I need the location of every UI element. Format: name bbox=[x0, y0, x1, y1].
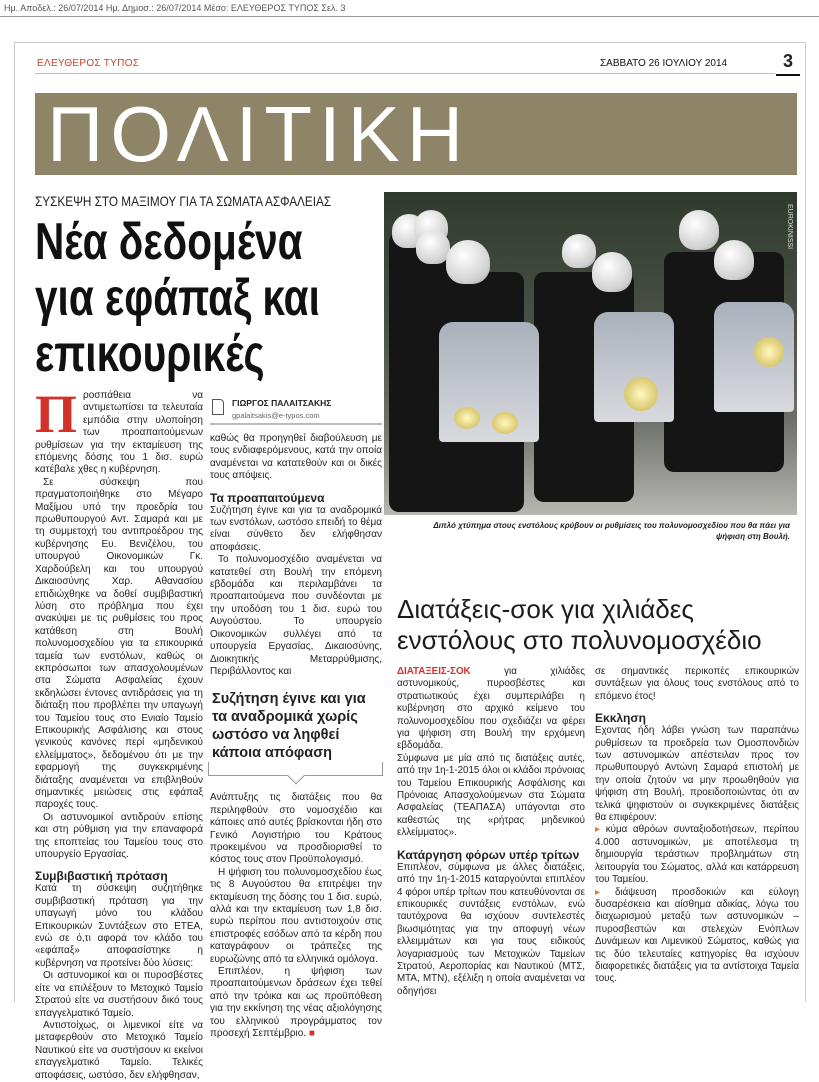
paragraph: Εχοντας ήδη λάβει γνώση των παραπάνω ρυθμίσεων τα προεδρεία των Ομοσπονδιών των αστυνομικών απέστειλαν προς τον πρωθυπουργό Αντώνη Σαμαρά επιστολή με την οποία ζητούν να μην προωθηθούν για ψήφιση στη Βουλή, προειδοποιώντας ότι αν τελικά ψηφιστούν οι συγκεκριμένες διατάξεις θα επιφέρουν: bbox=[595, 725, 799, 824]
paragraph: Σε σύσκεψη που πραγματοποιήθηκε στο Μέγαρο Μαξίμου υπό την προεδρία του πρωθυπουργού Αντ. Σαμαρά και με τη συμμετοχή του αντιπροέδρου της κυβέρνησης Ευ. Βενιζέλου, του υπουργού Οικονομικών Γκ. Χαρδούβελη και του υπουργού Δικαιοσύνης Χαρ. Αθανασίου επιδιώχθηκε να δοθεί συμβιβαστική λύση στο πρόβλημα που έχει ανακύψει με τις ρυθμίσεις του προς κατάθεση στη Βουλή πολυνομοσχεδίου για τα επικουρικά ταμεία των ενστόλων, καθώς οι εκπρόσωποι των απασχολουμένων στα Σώματα Ασφαλείας έχουν εκδηλώσει έντονες αντιδράσεις για τη διάταξη που προβλέπει την υπαγωγή του Ταμείου τους στο Ενιαίο Ταμείο Επικουρικής Ασφάλισης και στους γενικούς κανόνες περί «μηδενικού ελλείμματος», δεδομένου ότι με την εφαρμογή της συγκεκριμένης διάταξης αναμένεται να επιβληθούν σημαντικές μειώσεις στις εφάπαξ παροχές τους. bbox=[35, 476, 203, 811]
side-column-1 bbox=[397, 666, 585, 998]
article-kicker: ΣΥΣΚΕΨΗ ΣΤΟ ΜΑΞΙΜΟΥ ΓΙΑ ΤΑ ΣΩΜΑΤΑ ΑΣΦΑΛΕΙΑΣ bbox=[35, 193, 332, 209]
paragraph: Αντιστοίχως, οι λιμενικοί είτε να μεταφερθούν στο Μετοχικό Ταμείο Ναυτικού είτε να συστήσουν κι εκείνοι επαγγελματικό Ταμείο. Τελικές αποφάσεις, ωστόσο, δεν ελήφθησαν, bbox=[35, 1019, 203, 1081]
headlight bbox=[454, 407, 480, 429]
bullet-item: ▸ κύμα αθρόων συνταξιοδοτήσεων, περίπου 4.000 αστυνομικών, με αποτέλεσμα τη δημιουργία τεράστιων προβλημάτων στη λειτουργία του Σώματος, αλλά και κατάρρευση του Ταμείου. bbox=[595, 824, 799, 886]
paragraph: Επιπλέον, η ψήφιση των προαπαιτούμενων δράσεων έχει τεθεί από την τρόικα και ως προϋπόθεση για την εκκίνηση της νέας αξιολόγησης του ελληνικού προγράμματος τον προσεχή Σεπτέμβριο. ■ bbox=[210, 966, 382, 1040]
article-photo bbox=[384, 192, 797, 515]
pull-quote: Συζήτηση έγινε και για τα αναδρομικά χωρίς ωστόσο να ληφθεί κάποια απόφαση bbox=[212, 691, 366, 762]
helmet bbox=[592, 252, 632, 292]
paragraph: σε σημαντικές περικοπές επικουρικών συντάξεων για όλους τους ενστόλους από το επόμενο έτος! bbox=[595, 666, 799, 702]
newspaper-name: ΕΛΕΥΘΕΡΟΣ ΤΥΠΟΣ bbox=[37, 58, 140, 69]
article-column-2 bbox=[210, 397, 382, 1040]
paragraph: καθώς θα προηγηθεί διαβούλευση με τους ενδιαφερόμενους, κατά την οποία αναμένεται να κατατεθούν και οι δικές τους απόψεις. bbox=[210, 433, 382, 482]
paragraph: Οι αστυνομικοί αντιδρούν επίσης και στη ρύθμιση για την επαναφορά της εποπτείας του Ταμείου τους στο υπουργείο Εργασίας. bbox=[35, 811, 203, 861]
paragraph: Επιπλέον, σύμφωνα με άλλες διατάξεις, από την 1η-1-2015 καταργούνται επιπλέον 4 φόροι υπέρ τρίτων που κατευθύνονται σε επικουρικές συντάξεις ενστόλων, ενώ ταυτόχρονα θα ισχύουν συντελεστές βιωσιμότητας για την αποφυγή νέων ελλειμμάτων και για τους ειδικούς λογαριασμούς των Μετοχικών Ταμείων Στρατού, Αεροπορίας και Ναυτικού (ΜΤΣ, ΜΤΑ, ΜΤΝ), εξέλιξη η οποία αναμένεται να οδηγήσει bbox=[397, 861, 585, 997]
paragraph: Σύμφωνα με μία από τις διατάξεις αυτές, από την 1η-1-2015 όλοι οι κλάδοι πρόνοιας του Ταμείου Επικουρικής Ασφάλισης και Πρόνοιας Απασχολούμενων στα Σώματα Ασφαλείας (ΤΕΑΠΑΣΑ) υπάγονται στο καθεστώς της «ρήτρας μηδενικού ελλείμματος». bbox=[397, 752, 585, 839]
helmet bbox=[562, 234, 596, 268]
paragraph: Κατά τη σύσκεψη συζητήθηκε συμβιβαστική πρόταση για την υπαγωγή μόνο του κλάδου Επικουρικών Συντάξεων στο ΕΤΕΑ, ενώ σε ό,τι αφορά τον κλάδο του «εφάπαξ» αποφασίστηκε η κυβέρνηση να προτείνει δύο λύσεις: bbox=[35, 883, 203, 969]
bullet-icon: ▸ bbox=[595, 886, 616, 898]
headline-line: για εφάπαξ και bbox=[35, 269, 320, 327]
subheading: Τα προαπαιτούμενα bbox=[210, 490, 325, 505]
side-article bbox=[397, 594, 799, 998]
article-headline bbox=[35, 214, 320, 382]
side-column-2 bbox=[595, 666, 799, 998]
headline-line: Νέα δεδομένα bbox=[35, 213, 303, 271]
paragraph: Ανάπτυξης τις διατάξεις που θα περιληφθούν στο νομοσχέδιο και κάποιες από αυτές βρίσκονται ήδη στο Γενικό Λογιστήριο του Κράτους προκειμένου να προσδιορισθεί το κόστος τους στον Προϋπολογισμό. bbox=[210, 792, 382, 866]
page-number: 3 bbox=[783, 51, 794, 71]
helmet bbox=[416, 230, 450, 264]
subheading: Κατάργηση φόρων υπέρ τρίτων bbox=[397, 847, 580, 862]
byline bbox=[210, 397, 382, 425]
motorcycle bbox=[439, 322, 539, 442]
subheading: Εκκληση bbox=[595, 711, 646, 726]
clipping-metadata: Ημ. Αποδελ.: 26/07/2014 Ημ. Δημοσ.: 26/07/2014 Μέσο: ΕΛΕΥΘΕΡΟΣ ΤΥΠΟΣ Σελ. 3 bbox=[4, 3, 346, 13]
side-columns bbox=[397, 666, 799, 998]
bullet-icon: ▸ bbox=[595, 824, 606, 836]
drop-cap: Π bbox=[35, 384, 78, 444]
issue-date: ΣΑΒΒΑΤΟ 26 ΙΟΥΛΙΟΥ 2014 bbox=[600, 58, 728, 69]
end-mark-icon: ■ bbox=[308, 1028, 315, 1040]
article-column-1 bbox=[35, 384, 203, 1082]
lead-label: ΔΙΑΤΑΞΕΙΣ-ΣΟΚ bbox=[397, 666, 471, 677]
helmet bbox=[446, 240, 490, 284]
headlight bbox=[492, 412, 518, 434]
document-icon bbox=[212, 399, 224, 415]
divider bbox=[776, 74, 800, 76]
divider bbox=[0, 16, 819, 17]
photo-credit: EUROKINISSI bbox=[786, 204, 793, 250]
helmet bbox=[714, 240, 754, 280]
photo-caption: Διπλό χτύπημα στους ενστόλους κρύβουν οι ρυθμίσεις του πολυνομοσχεδίου που θα πάει για ψήφιση στη Βουλή. bbox=[433, 521, 790, 541]
paragraph: Οι αστυνομικοί και οι πυροσβέστες είτε να επιλέξουν το Μετοχικό Ταμείο Στρατού είτε να συστήσουν δικό τους επαγγελματικό Ταμείο. bbox=[35, 970, 203, 1019]
paragraph: για χιλιάδες αστυνομικούς, πυροσβέστες και στρατιωτικούς έχει συμπεριλάβει η κυβέρνηση στο αρχικό κείμενο του πολυνομοσχεδίου που σχεδιάζει να φέρει για ψήφιση στη Βουλή την ερχόμενη εβδομάδα. bbox=[397, 666, 585, 752]
subheading: Συμβιβαστική πρόταση bbox=[35, 869, 168, 884]
paragraph: Η ψήφιση του πολυνομοσχεδίου έως τις 8 Αυγούστου θα επιτρέψει την εκταμίευση της δόσης του 1 δισ. ευρώ, αλλά και την εκταμίευση των 1,8 δισ. ευρώ περίπου που αντιστοιχούν στις επιστροφές εσόδων από τα κέρδη που καταγράφουν οι τράπεζες της ευρωζώνης από τα ελληνικά ομόλογα. bbox=[210, 866, 382, 965]
side-article-headline: Διατάξεις-σοκ για χιλιάδες ενστόλους στο πολυνομοσχέδιο bbox=[397, 594, 762, 655]
author-name: ΓΙΩΡΓΟΣ ΠΑΛΑΙΤΣΑΚΗΣ bbox=[232, 398, 332, 408]
section-title: ΠΟΛΙΤΙΚΗ bbox=[47, 90, 471, 178]
headlight bbox=[624, 377, 658, 411]
pull-quote-block bbox=[210, 690, 382, 776]
paragraph: Συζήτηση έγινε και για τα αναδρομικά των ενστόλων, ωστόσο επειδή το θέμα είναι σύνθετο δεν ελήφθησαν αποφάσεις. bbox=[210, 504, 382, 553]
paragraph: ροσπάθεια να αντιμετωπίσει τα τελευταία εμπόδια στην υλοποίηση των προαπαιτούμενων ρυθμίσεων για την εκταμίευση της επόμενης δόσης του 1 δισ. ευρώ κατέβαλε χθες η κυβέρνηση. bbox=[35, 390, 203, 476]
paragraph: Το πολυνομοσχέδιο αναμένεται να κατατεθεί στη Βουλή την επόμενη εβδομάδα και περιλαμβάνει τα προαπαιτούμενα που συνδέονται με την υποδόση του 1 δισ. ευρώ του Αυγούστου. Το υπουργείο Οικονομικών συλλέγει από τα υπουργεία Εργασίας, Δικαιοσύνης, Διοικητικής Μεταρρύθμισης, Περιβάλλοντος και bbox=[210, 554, 382, 677]
headline-line: επικουρικές bbox=[35, 325, 265, 383]
bullet-item: ▸ διάψευση προσδοκιών και εύλογη δυσαρέσκεια και αίσθημα αδικίας, λόγω του διαχωρισμού μεταξύ των αστυνομικών – πυροσβεστών και στελεχών Ενόπλων Δυνάμεων και Λιμενικού Σώματος, καθώς για τις δύο τελευταίες κατηγορίες θα ισχύουν διαφορετικές διατάξεις για τα αντίστοιχα Ταμεία τους. bbox=[595, 886, 800, 985]
divider bbox=[35, 73, 775, 74]
headlight bbox=[754, 337, 784, 367]
helmet bbox=[679, 210, 719, 250]
author-email[interactable]: gpalaitsakis@e-typos.com bbox=[232, 411, 320, 420]
section-banner bbox=[35, 90, 797, 178]
